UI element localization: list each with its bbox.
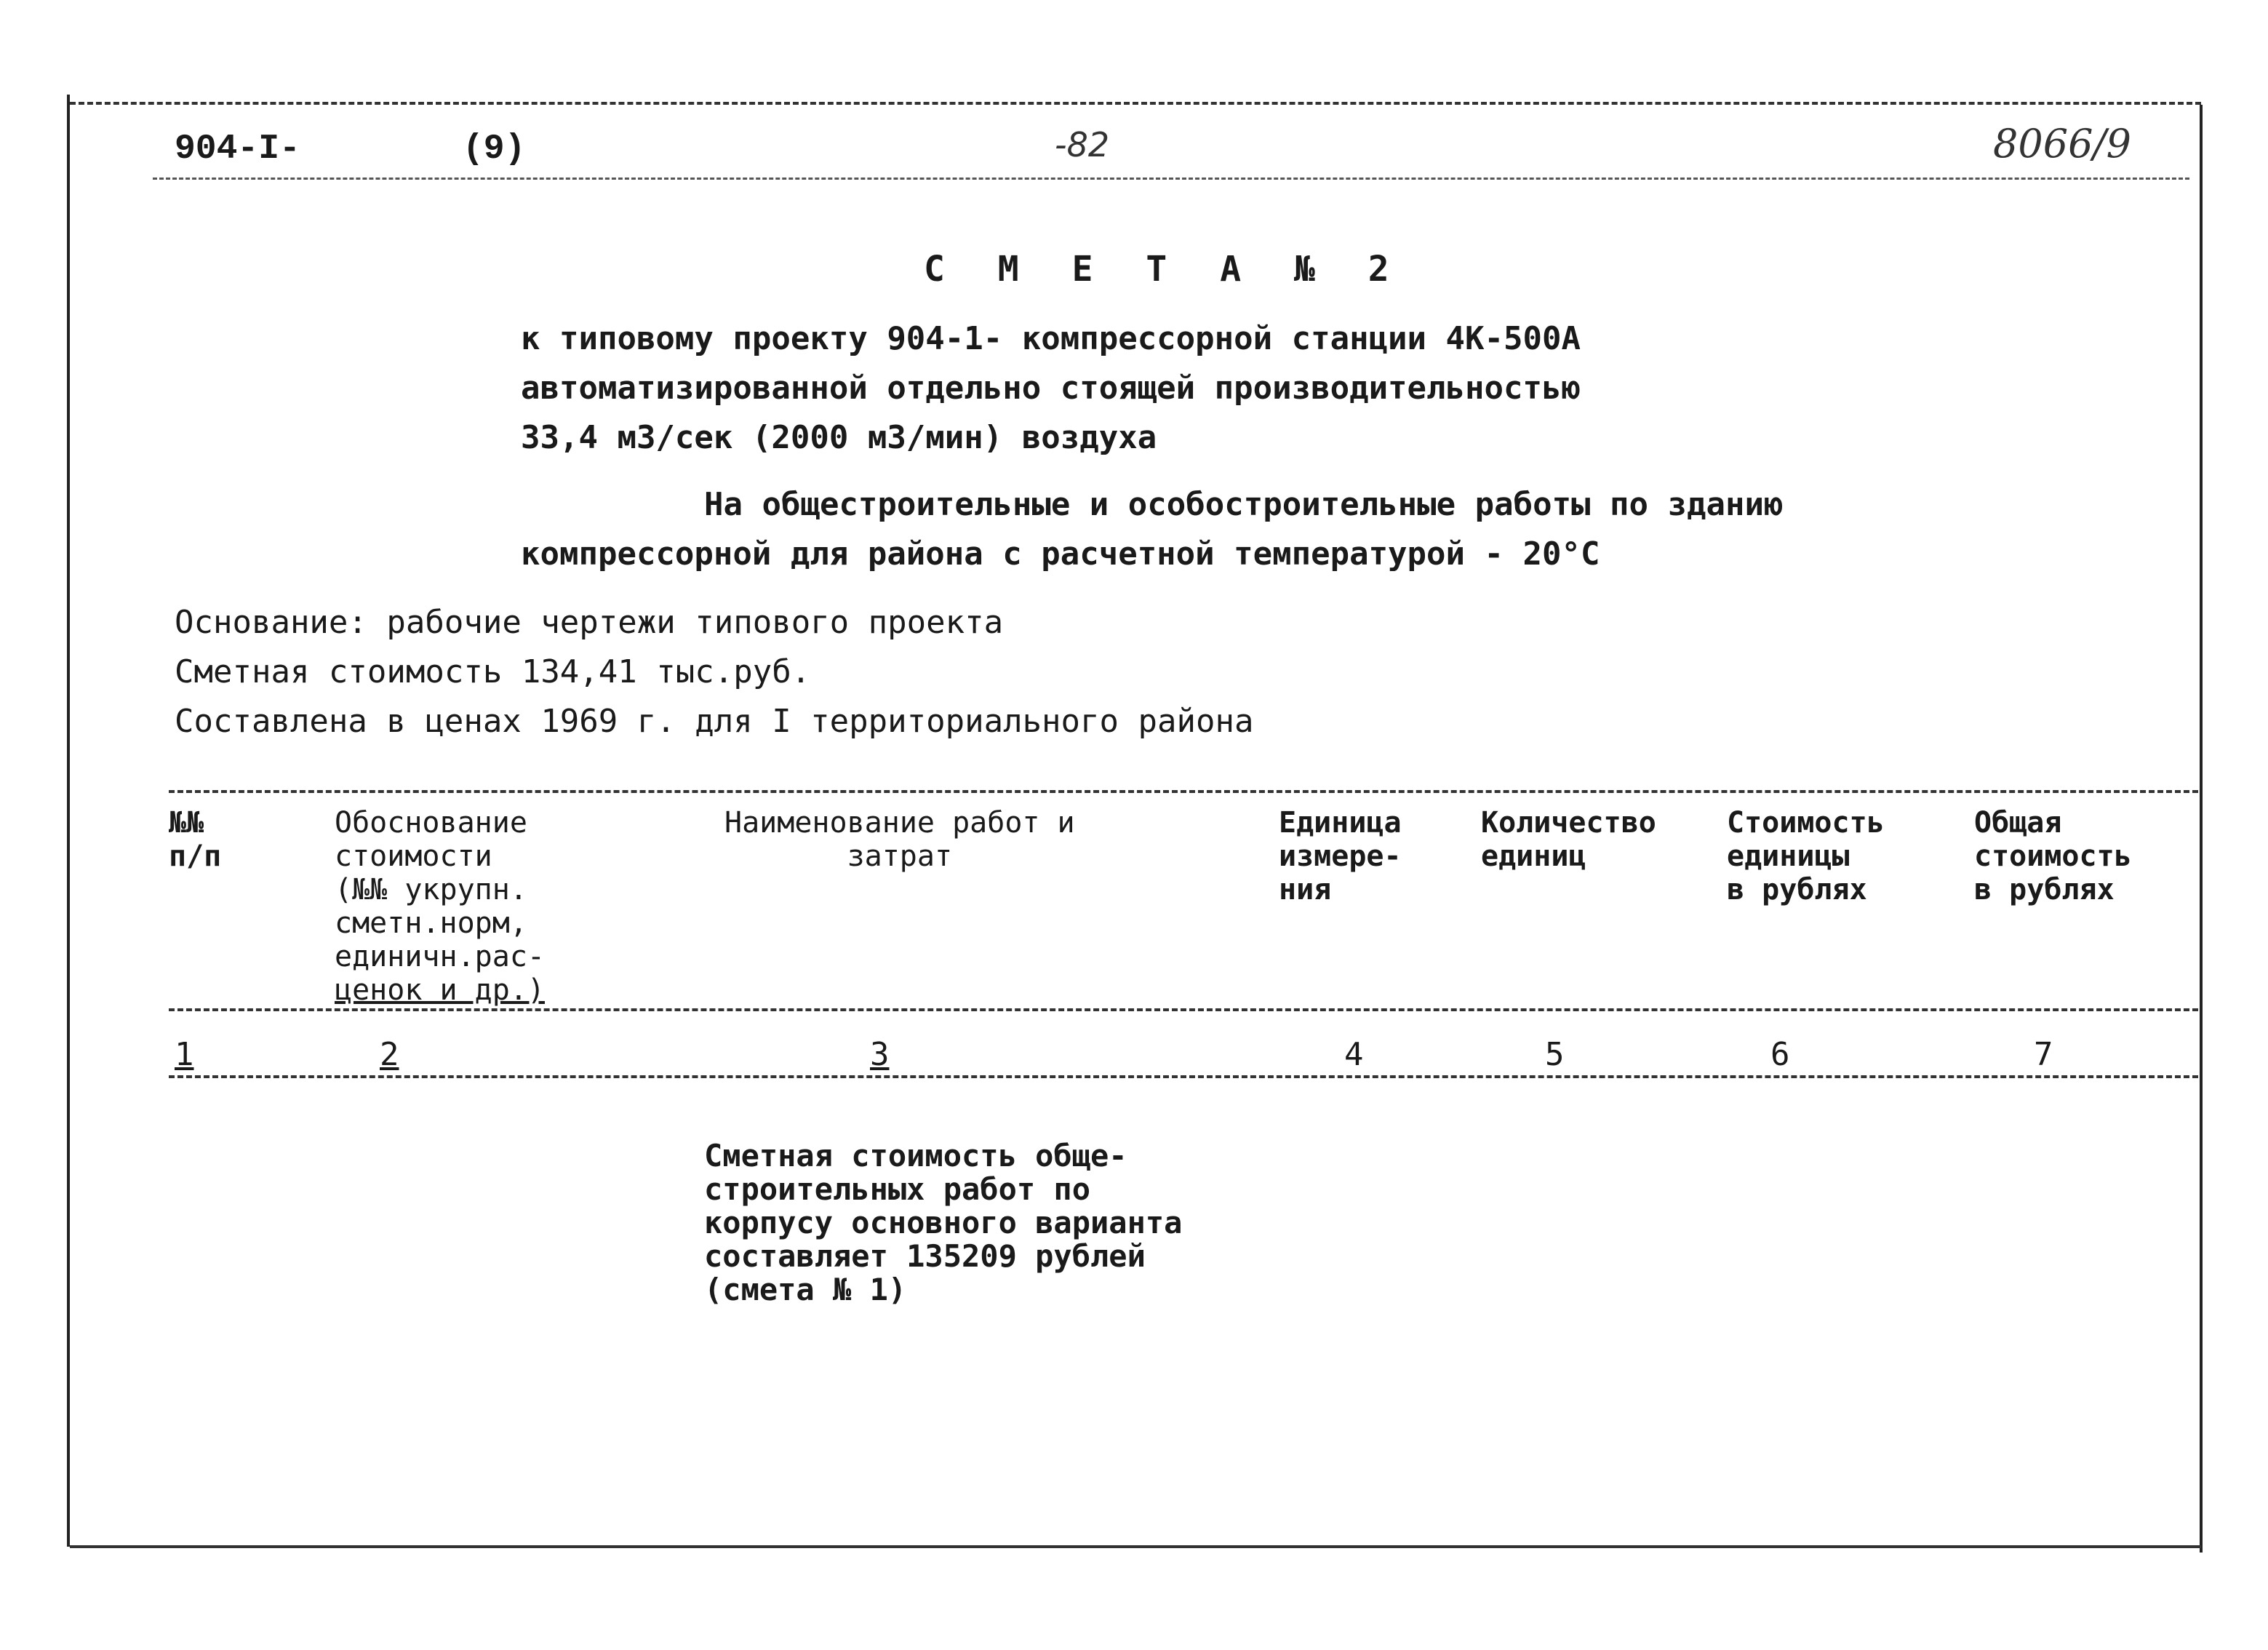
scope-line-1: На общестроительные и особостроительные работы по зданию: [704, 486, 1784, 523]
page-number: -82: [1055, 125, 1110, 164]
column-numbers-rule: [169, 1075, 2198, 1078]
header-col-6: Стоимость единицы в рублях: [1727, 806, 1885, 906]
header-col-4: Единица измере- ния: [1279, 806, 1402, 906]
subtitle-line-1: к типовому проекту 904-1- компрессорной станции 4К-500А: [521, 320, 1581, 357]
basis-text: Основание: рабочие чертежи типового проекта: [175, 604, 1004, 641]
project-code: 904-I-: [175, 129, 300, 169]
header-col-5: Количество единиц: [1481, 806, 1656, 873]
header-rule: [153, 178, 2189, 180]
column-number-4: 4: [1344, 1036, 1364, 1073]
frame-top-border: [70, 102, 2201, 105]
column-number-6: 6: [1770, 1036, 1790, 1073]
column-number-3: 3: [870, 1036, 890, 1073]
summary-note: Сметная стоимость обще- строительных работ по корпусу основного варианта составляет 135209 рублей (смета № 1): [704, 1138, 1183, 1307]
subtitle-line-2: автоматизированной отдельно стоящей производительностью: [521, 370, 1581, 407]
registration-number: 8066/9: [1993, 121, 2131, 167]
scope-line-2: компрессорной для района с расчетной температурой - 20°С: [521, 535, 1600, 573]
column-number-5: 5: [1545, 1036, 1565, 1073]
frame-bottom-border: [70, 1545, 2201, 1548]
header-col-7: Общая стоимость в рублях: [1974, 806, 2132, 906]
table-top-rule: [169, 790, 2198, 793]
header-col-2: Обоснование стоимости (№№ укрупн. сметн.норм, единичн.рас- ценок и др.): [335, 806, 545, 1007]
prices-note: Составлена в ценах 1969 г. для I территориального района: [175, 703, 1254, 740]
header-bottom-rule: [169, 1008, 2198, 1011]
column-number-7: 7: [2034, 1036, 2053, 1073]
header-col-3: Наименование работ и затрат: [724, 806, 1075, 873]
document-title: С М Е Т А № 2: [924, 249, 1405, 290]
subtitle-line-3: 33,4 м3/сек (2000 м3/мин) воздуха: [521, 419, 1157, 456]
sheet-mark: (9): [463, 129, 526, 169]
estimated-cost: Сметная стоимость 134,41 тыс.руб.: [175, 653, 811, 690]
frame-right-border: [2200, 105, 2203, 1553]
column-number-1: 1: [175, 1036, 194, 1073]
column-number-2: 2: [380, 1036, 399, 1073]
frame-left-border: [67, 95, 70, 1547]
header-col-1: №№ п/п: [169, 806, 222, 873]
